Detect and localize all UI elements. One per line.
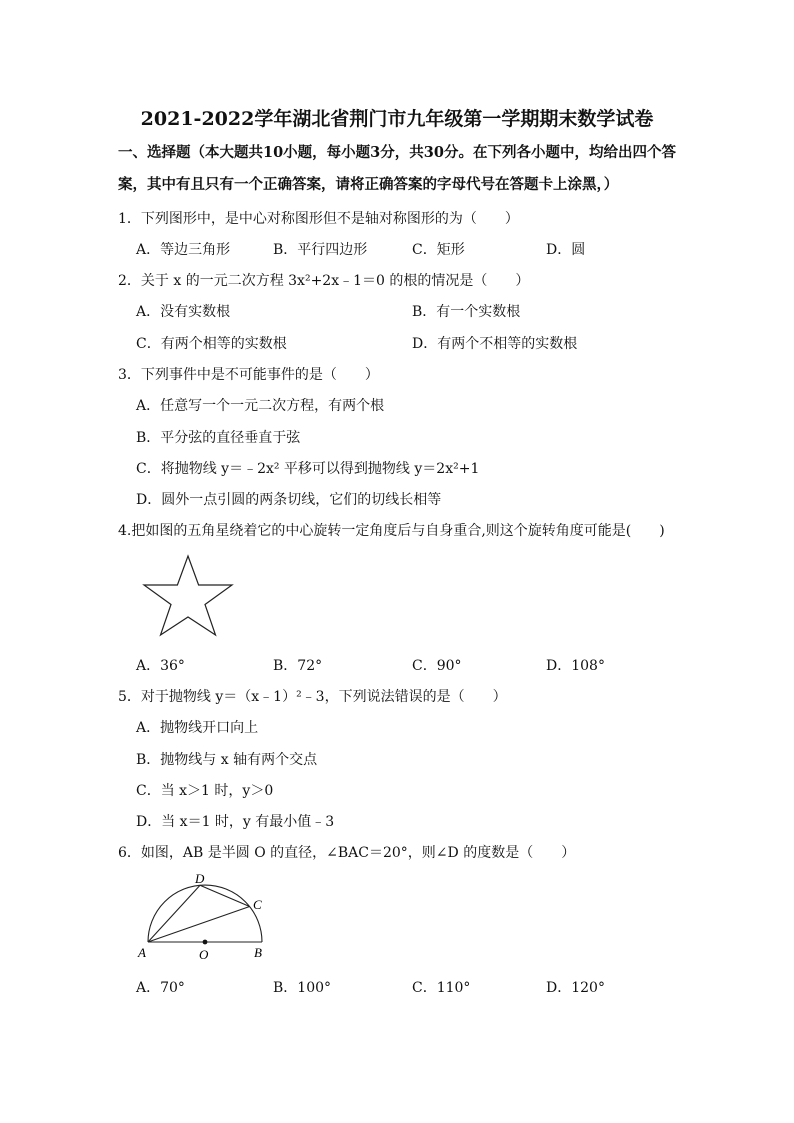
question-3-option-b: B．平分弦的直径垂直于弦 — [136, 430, 301, 446]
semicircle-figure — [136, 872, 276, 964]
question-4-option-c: C．90° — [412, 658, 462, 674]
label-a: A — [138, 945, 146, 960]
question-2-option-a: A．没有实数根 — [136, 304, 231, 320]
question-1-option-d: D．圆 — [546, 242, 586, 258]
question-3-stem: 3．下列事件中是不可能事件的是（ ） — [118, 367, 379, 383]
question-5-option-a: A．抛物线开口向上 — [136, 720, 259, 736]
question-2-stem: 2．关于 x 的一元二次方程 3x²+2x﹣1＝0 的根的情况是（ ） — [118, 273, 530, 289]
question-2-option-c: C．有两个相等的实数根 — [136, 336, 287, 352]
chord-ac — [148, 907, 250, 943]
question-6-option-d: D．120° — [546, 980, 605, 996]
question-6-option-b: B．100° — [273, 980, 332, 996]
semicircle-arc — [148, 885, 262, 942]
question-2-option-b: B．有一个实数根 — [412, 304, 521, 320]
question-5-option-c: C．当 x＞1 时，y＞0 — [136, 783, 274, 799]
center-point-o — [203, 940, 208, 945]
question-6-option-c: C．110° — [412, 980, 471, 996]
question-6-stem: 6．如图，AB 是半圆 O 的直径，∠BAC＝20°，则∠D 的度数是（ ） — [118, 845, 576, 861]
section-header-line1: 一、选择题（本大题共10小题，每小题3分，共30分。在下列各小题中，均给出四个答 — [118, 144, 676, 161]
question-1-option-c: C．矩形 — [412, 242, 465, 258]
question-6-option-a: A．70° — [136, 980, 185, 996]
label-b: B — [254, 945, 262, 960]
question-3-option-a: A．任意写一个一元二次方程，有两个根 — [136, 398, 385, 414]
question-1-option-b: B．平行四边形 — [273, 242, 368, 258]
question-3-option-c: C．将抛物线 y＝﹣2x² 平移可以得到抛物线 y＝2x²+1 — [136, 461, 480, 477]
question-4-option-d: D．108° — [546, 658, 605, 674]
question-5-stem: 5．对于抛物线 y＝（x﹣1）²﹣3，下列说法错误的是（ ） — [118, 689, 507, 705]
page-title: 2021-2022学年湖北省荆门市九年级第一学期期末数学试卷 — [140, 108, 654, 130]
label-o: O — [199, 947, 209, 962]
question-4-option-a: A．36° — [136, 658, 185, 674]
question-1-stem: 1．下列图形中，是中心对称图形但不是轴对称图形的为（ ） — [118, 211, 519, 227]
question-2-option-d: D．有两个不相等的实数根 — [412, 336, 578, 352]
section-header-line2: 案，其中有且只有一个正确答案，请将正确答案的字母代号在答题卡上涂黑，） — [118, 176, 619, 193]
question-3-option-d: D．圆外一点引圆的两条切线，它们的切线长相等 — [136, 492, 442, 508]
question-5-option-d: D．当 x＝1 时，y 有最小值﹣3 — [136, 814, 335, 830]
five-point-star-figure — [140, 553, 236, 639]
star-outline — [144, 556, 232, 635]
question-1-option-a: A．等边三角形 — [136, 242, 231, 258]
label-c: C — [253, 897, 262, 912]
question-5-option-b: B．抛物线与 x 轴有两个交点 — [136, 752, 318, 768]
question-4-option-b: B．72° — [273, 658, 323, 674]
label-d: D — [195, 872, 205, 886]
question-4-stem: 4.把如图的五角星绕着它的中心旋转一定角度后与自身重合,则这个旋转角度可能是( ) — [118, 523, 665, 539]
